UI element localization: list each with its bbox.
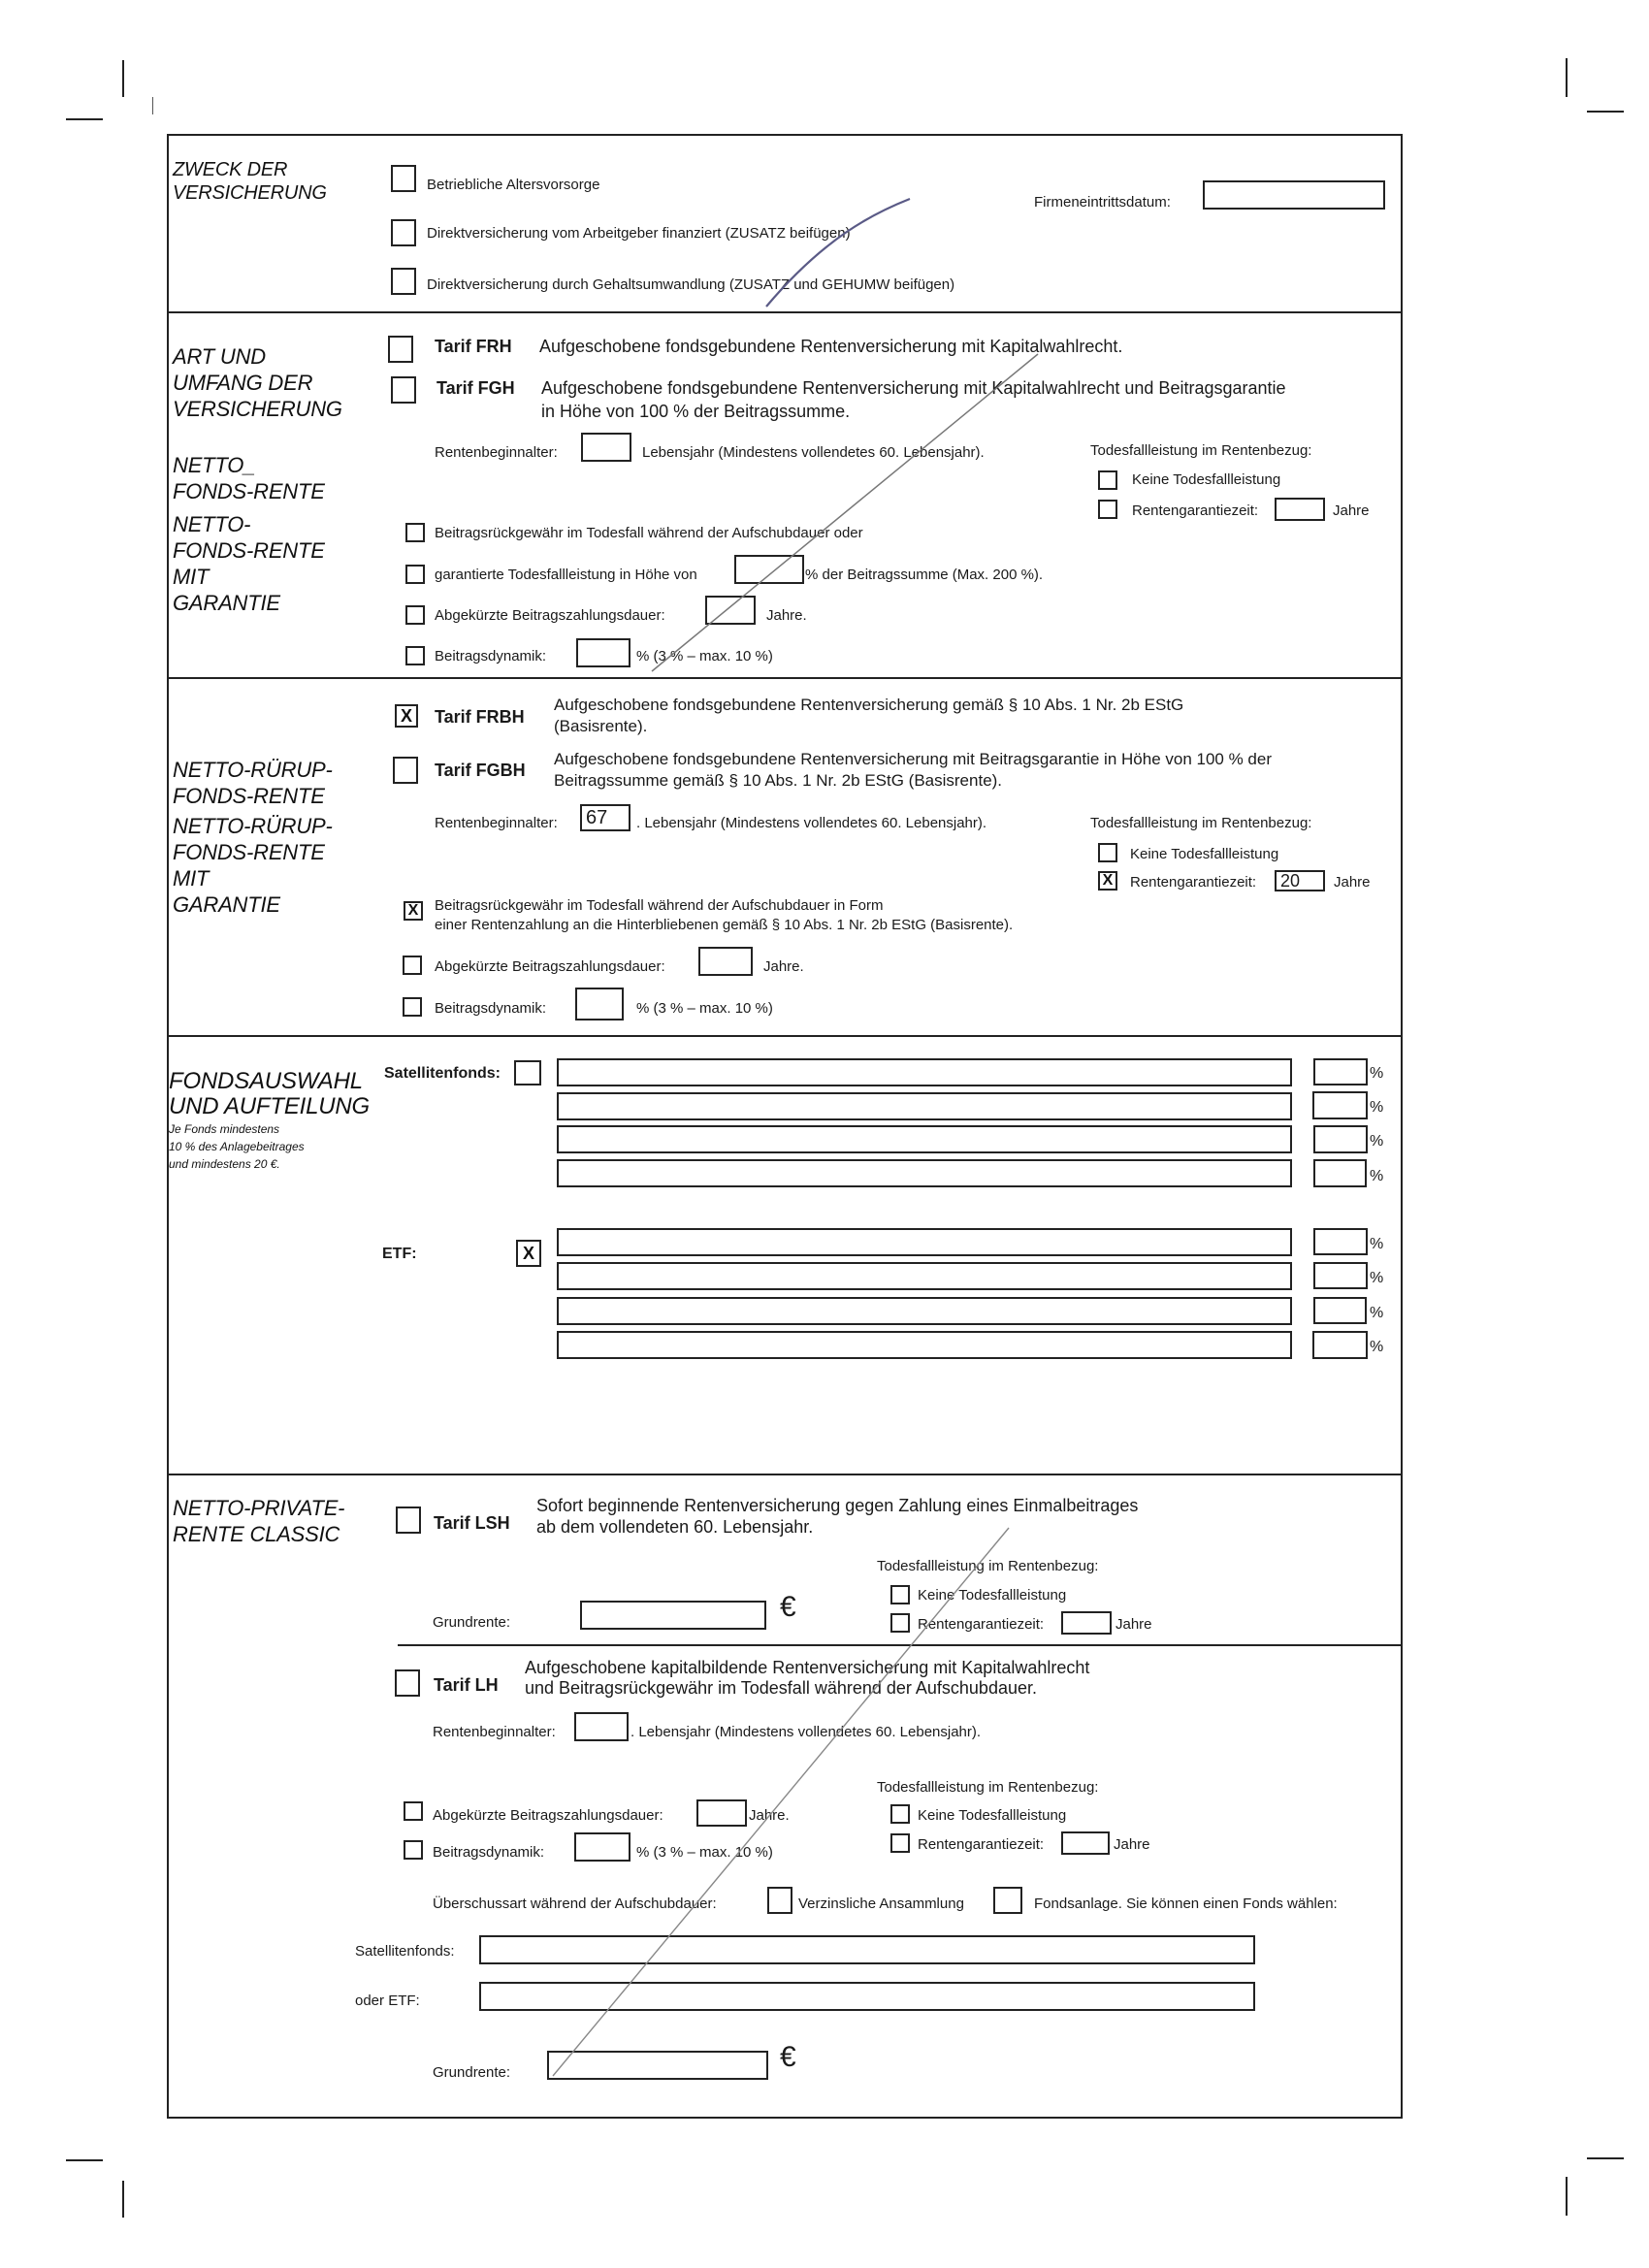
label-beitragsdynamik: Beitragsdynamik: bbox=[435, 648, 547, 664]
section-divider bbox=[167, 1035, 1403, 1037]
checkbox-ruerup-beitragsrueckgewaehr[interactable]: X bbox=[404, 901, 423, 921]
crop-mark bbox=[66, 2159, 103, 2161]
checkbox-lh-rentengarantiezeit[interactable] bbox=[890, 1833, 910, 1853]
checkbox-ruerup-rentengarantiezeit[interactable]: X bbox=[1098, 871, 1117, 891]
lh-beitragsdynamik-suffix: % (3 % – max. 10 %) bbox=[636, 1844, 773, 1861]
checkbox-ruerup-keine-todesfallleistung[interactable] bbox=[1098, 843, 1117, 862]
subtitle-netto-ruerup-fonds-rente-mit-garantie: NETTO-RÜRUP- FONDS-RENTE MIT GARANTIE bbox=[173, 814, 333, 917]
subtitle-netto-fonds-rente: NETTO_ FONDS-RENTE bbox=[173, 453, 325, 503]
label-lh-satellitenfonds: Satellitenfonds: bbox=[355, 1943, 455, 1960]
input-satellitenfonds-pct-1[interactable] bbox=[1313, 1058, 1368, 1085]
label-firmeneintrittsdatum: Firmeneintrittsdatum: bbox=[1034, 194, 1171, 211]
pct-symbol: % bbox=[1370, 1133, 1384, 1150]
ruerup-rentenbeginnalter-suffix: . Lebensjahr (Mindestens vollendetes 60. Lebensjahr). bbox=[636, 815, 987, 831]
label-ruerup-abgekuerzte-beitragszahlungsdauer: Abgekürzte Beitragszahlungsdauer: bbox=[435, 958, 665, 975]
crop-mark bbox=[1566, 58, 1568, 97]
tarif-fgh-description: Aufgeschobene fondsgebundene Rentenversicherung mit Kapitalwahlrecht und Beitragsgarantie in Höhe von 100 % der Beitragssumme. bbox=[541, 378, 1286, 421]
tarif-lsh-name: Tarif LSH bbox=[434, 1513, 510, 1533]
label-lh-keine-todesfallleistung: Keine Todesfallleistung bbox=[918, 1807, 1067, 1824]
subtitle-netto-fonds-rente-mit-garantie: NETTO- FONDS-RENTE MIT GARANTIE bbox=[173, 512, 325, 615]
checkbox-tarif-fgbh[interactable] bbox=[393, 757, 418, 784]
label-lsh-keine-todesfallleistung: Keine Todesfallleistung bbox=[918, 1587, 1067, 1604]
input-lh-rentengarantiezeit[interactable] bbox=[1061, 1831, 1110, 1855]
checkbox-tarif-lsh[interactable] bbox=[396, 1507, 421, 1534]
label-ruerup-beitragsdynamik: Beitragsdynamik: bbox=[435, 1000, 547, 1017]
input-satellitenfonds-name-4[interactable] bbox=[557, 1159, 1292, 1187]
label-garantierte-todesfallleistung: garantierte Todesfallleistung in Höhe von bbox=[435, 567, 697, 583]
tarif-frbh-description: Aufgeschobene fondsgebundene Rentenversicherung gemäß § 10 Abs. 1 Nr. 2b EStG (Basisrente). bbox=[554, 696, 1184, 735]
input-satellitenfonds-pct-3[interactable] bbox=[1313, 1125, 1368, 1153]
pct-symbol: % bbox=[1370, 1305, 1384, 1321]
checkbox-betriebliche-altersvorsorge[interactable] bbox=[391, 165, 416, 192]
input-lh-beitragsdynamik[interactable] bbox=[574, 1832, 630, 1862]
checkbox-beitragsdynamik[interactable] bbox=[405, 646, 425, 665]
input-etf-name-2[interactable] bbox=[557, 1262, 1292, 1290]
lsh-todesfall-heading: Todesfallleistung im Rentenbezug: bbox=[877, 1558, 1099, 1574]
input-lh-satellitenfonds[interactable] bbox=[479, 1935, 1255, 1964]
section-title-fondsauswahl: FONDSAUSWAHL UND AUFTEILUNG bbox=[169, 1068, 370, 1119]
input-etf-pct-1[interactable] bbox=[1313, 1228, 1368, 1255]
pct-symbol: % bbox=[1370, 1099, 1384, 1116]
checkbox-tarif-frbh[interactable]: X bbox=[395, 704, 418, 728]
checkbox-etf[interactable]: X bbox=[516, 1240, 541, 1267]
label-satellitenfonds: Satellitenfonds: bbox=[384, 1065, 501, 1082]
crop-mark bbox=[66, 118, 103, 120]
crop-mark bbox=[1587, 2157, 1624, 2159]
checkbox-tarif-fgh[interactable] bbox=[391, 376, 416, 404]
tarif-frh-name: Tarif FRH bbox=[435, 337, 512, 356]
lsh-rentengarantiezeit-suffix: Jahre bbox=[1116, 1616, 1152, 1633]
pct-symbol: % bbox=[1370, 1236, 1384, 1252]
crop-mark bbox=[122, 2181, 124, 2218]
checkbox-rentengarantiezeit[interactable] bbox=[1098, 500, 1117, 519]
input-lsh-rentengarantiezeit[interactable] bbox=[1061, 1611, 1112, 1635]
input-firmeneintrittsdatum[interactable] bbox=[1203, 180, 1385, 210]
euro-symbol: € bbox=[780, 2041, 796, 2073]
input-lh-etf[interactable] bbox=[479, 1982, 1255, 2011]
input-etf-pct-3[interactable] bbox=[1313, 1297, 1367, 1324]
input-etf-name-4[interactable] bbox=[557, 1331, 1292, 1359]
input-etf-name-1[interactable] bbox=[557, 1228, 1292, 1256]
abgekuerzte-beitragszahlungsdauer-suffix: Jahre. bbox=[766, 607, 807, 624]
input-etf-pct-4[interactable] bbox=[1312, 1331, 1368, 1359]
input-lh-rentenbeginnalter[interactable] bbox=[574, 1712, 629, 1741]
pct-symbol: % bbox=[1370, 1339, 1384, 1355]
checkbox-tarif-lh[interactable] bbox=[395, 1669, 420, 1697]
tarif-fgbh-name: Tarif FGBH bbox=[435, 761, 526, 780]
tarif-lh-description: Aufgeschobene kapitalbildende Rentenversicherung mit Kapitalwahlrecht und Beitragsrückgewähr im Todesfall während der Aufschubdauer. bbox=[525, 1658, 1090, 1698]
label-ruerup-keine-todesfallleistung: Keine Todesfallleistung bbox=[1130, 846, 1279, 862]
label-verzinsliche-ansammlung: Verzinsliche Ansammlung bbox=[798, 1895, 964, 1912]
pct-symbol: % bbox=[1370, 1168, 1384, 1184]
checkbox-lsh-rentengarantiezeit[interactable] bbox=[890, 1613, 910, 1633]
label-ueberschussart: Überschussart während der Aufschubdauer: bbox=[433, 1895, 717, 1912]
fondsauswahl-note: Je Fonds mindestens 10 % des Anlagebeitrages und mindestens 20 €. bbox=[169, 1122, 305, 1171]
section-title-art-und-umfang: ART UND UMFANG DER VERSICHERUNG bbox=[173, 344, 342, 421]
input-satellitenfonds-pct-2[interactable] bbox=[1312, 1091, 1368, 1119]
label-ruerup-beitragsrueckgewaehr: Beitragsrückgewähr im Todesfall während der Aufschubdauer in Form einer Rentenzahlung an die Hinterbliebenen gemäß § 10 Abs. 1 Nr. 2b EStG (Basisrente). bbox=[435, 897, 1014, 933]
label-lh-etf: oder ETF: bbox=[355, 1993, 420, 2009]
tarif-fgbh-description: Aufgeschobene fondsgebundene Rentenversicherung mit Beitragsgarantie in Höhe von 100 % der Beitragssumme gemäß § 10 Abs. 1 Nr. 2b EStG (Basisrente). bbox=[554, 750, 1272, 790]
label-keine-todesfallleistung: Keine Todesfallleistung bbox=[1132, 471, 1281, 488]
input-satellitenfonds-name-3[interactable] bbox=[557, 1125, 1292, 1153]
checkbox-ruerup-beitragsdynamik[interactable] bbox=[403, 997, 422, 1017]
checkbox-ruerup-abgekuerzte-beitragszahlungsdauer[interactable] bbox=[403, 956, 422, 975]
label-etf: ETF: bbox=[382, 1246, 417, 1262]
checkbox-abgekuerzte-beitragszahlungsdauer[interactable] bbox=[405, 605, 425, 625]
input-lh-abgekuerzte-beitragszahlungsdauer[interactable] bbox=[696, 1799, 747, 1827]
section-title-zweck: ZWECK DER VERSICHERUNG bbox=[173, 159, 327, 204]
input-etf-pct-2[interactable] bbox=[1313, 1262, 1368, 1289]
tarif-fgh-name: Tarif FGH bbox=[436, 378, 515, 398]
label-lh-rentenbeginnalter: Rentenbeginnalter: bbox=[433, 1724, 556, 1740]
input-ruerup-abgekuerzte-beitragszahlungsdauer[interactable] bbox=[698, 947, 753, 976]
label-abgekuerzte-beitragszahlungsdauer: Abgekürzte Beitragszahlungsdauer: bbox=[435, 607, 665, 624]
crop-mark bbox=[152, 97, 153, 114]
crop-mark bbox=[1587, 111, 1624, 113]
input-satellitenfonds-name-1[interactable] bbox=[557, 1058, 1292, 1086]
input-satellitenfonds-pct-4[interactable] bbox=[1313, 1159, 1367, 1187]
garantierte-todesfallleistung-suffix: % der Beitragssumme (Max. 200 %). bbox=[805, 567, 1044, 583]
checkbox-beitragsrueckgewaehr[interactable] bbox=[405, 523, 425, 542]
checkbox-keine-todesfallleistung[interactable] bbox=[1098, 470, 1117, 490]
input-ruerup-rentengarantiezeit[interactable]: 20 bbox=[1275, 870, 1325, 891]
input-abgekuerzte-beitragszahlungsdauer[interactable] bbox=[705, 596, 756, 625]
pct-symbol: % bbox=[1370, 1270, 1384, 1286]
label-betriebliche-altersvorsorge: Betriebliche Altersvorsorge bbox=[427, 177, 600, 193]
input-ruerup-beitragsdynamik[interactable] bbox=[575, 988, 624, 1021]
ruerup-beitragsdynamik-suffix: % (3 % – max. 10 %) bbox=[636, 1000, 773, 1017]
ruerup-abgekuerzte-suffix: Jahre. bbox=[763, 958, 804, 975]
input-etf-name-3[interactable] bbox=[557, 1297, 1292, 1325]
label-lh-abgekuerzte-beitragszahlungsdauer: Abgekürzte Beitragszahlungsdauer: bbox=[433, 1807, 663, 1824]
tarif-lsh-description: Sofort beginnende Rentenversicherung gegen Zahlung eines Einmalbeitrages ab dem vollendeten 60. Lebensjahr. bbox=[536, 1496, 1139, 1537]
checkbox-lsh-keine-todesfallleistung[interactable] bbox=[890, 1585, 910, 1604]
lh-todesfall-heading: Todesfallleistung im Rentenbezug: bbox=[877, 1779, 1099, 1796]
lh-abgekuerzte-suffix: Jahre. bbox=[749, 1807, 790, 1824]
ruerup-rentengarantiezeit-suffix: Jahre bbox=[1334, 874, 1371, 891]
label-fondsanlage: Fondsanlage. Sie können einen Fonds wählen: bbox=[1034, 1895, 1338, 1912]
checkbox-satellitenfonds[interactable] bbox=[514, 1060, 541, 1085]
tarif-lh-name: Tarif LH bbox=[434, 1675, 499, 1695]
label-lh-rentengarantiezeit: Rentengarantiezeit: bbox=[918, 1836, 1045, 1853]
checkbox-lh-beitragsdynamik[interactable] bbox=[404, 1840, 423, 1860]
tarif-frbh-name: Tarif FRBH bbox=[435, 707, 525, 727]
section-title-private-rente: NETTO-PRIVATE- RENTE CLASSIC bbox=[173, 1496, 345, 1546]
label-ruerup-rentenbeginnalter: Rentenbeginnalter: bbox=[435, 815, 558, 831]
input-lh-grundrente[interactable] bbox=[547, 2051, 768, 2080]
pct-symbol: % bbox=[1370, 1065, 1384, 1082]
euro-symbol: € bbox=[780, 1591, 796, 1623]
rentengarantiezeit-suffix: Jahre bbox=[1333, 502, 1370, 519]
input-garantierte-todesfallleistung[interactable] bbox=[734, 555, 804, 584]
rentenbeginnalter-suffix: Lebensjahr (Mindestens vollendetes 60. Lebensjahr). bbox=[642, 444, 985, 461]
checkbox-direktversicherung-arbeitgeber[interactable] bbox=[391, 219, 416, 246]
input-rentenbeginnalter[interactable] bbox=[581, 433, 631, 462]
subsection-divider bbox=[398, 1644, 1403, 1646]
section-divider bbox=[167, 1474, 1403, 1475]
ruerup-todesfall-heading: Todesfallleistung im Rentenbezug: bbox=[1090, 815, 1312, 831]
checkbox-verzinsliche-ansammlung[interactable] bbox=[767, 1887, 792, 1914]
label-lh-grundrente: Grundrente: bbox=[433, 2064, 511, 2081]
label-direktversicherung-arbeitgeber: Direktversicherung vom Arbeitgeber finanziert (ZUSATZ beifügen) bbox=[427, 225, 851, 242]
label-lh-beitragsdynamik: Beitragsdynamik: bbox=[433, 1844, 545, 1861]
input-beitragsdynamik[interactable] bbox=[576, 638, 630, 667]
lh-rentenbeginnalter-suffix: . Lebensjahr (Mindestens vollendetes 60. Lebensjahr). bbox=[630, 1724, 982, 1740]
label-direktversicherung-gehaltsumwandlung: Direktversicherung durch Gehaltsumwandlung (ZUSATZ und GEHUMW beifügen) bbox=[427, 276, 955, 293]
todesfall-heading: Todesfallleistung im Rentenbezug: bbox=[1090, 442, 1312, 459]
checkbox-fondsanlage[interactable] bbox=[993, 1887, 1022, 1914]
input-rentengarantiezeit[interactable] bbox=[1275, 498, 1325, 521]
label-lsh-grundrente: Grundrente: bbox=[433, 1614, 511, 1631]
subtitle-netto-ruerup-fonds-rente: NETTO-RÜRUP- FONDS-RENTE bbox=[173, 758, 333, 808]
checkbox-lh-abgekuerzte-beitragszahlungsdauer[interactable] bbox=[404, 1801, 423, 1821]
beitragsdynamik-suffix: % (3 % – max. 10 %) bbox=[636, 648, 773, 664]
checkbox-lh-keine-todesfallleistung[interactable] bbox=[890, 1804, 910, 1824]
crop-mark bbox=[122, 60, 124, 97]
input-ruerup-rentenbeginnalter[interactable]: 67 bbox=[580, 804, 630, 831]
label-lsh-rentengarantiezeit: Rentengarantiezeit: bbox=[918, 1616, 1045, 1633]
label-ruerup-rentengarantiezeit: Rentengarantiezeit: bbox=[1130, 874, 1257, 891]
checkbox-garantierte-todesfallleistung[interactable] bbox=[405, 565, 425, 584]
lh-rentengarantiezeit-suffix: Jahre bbox=[1114, 1836, 1150, 1853]
section-divider bbox=[167, 677, 1403, 679]
checkbox-direktversicherung-gehaltsumwandlung[interactable] bbox=[391, 268, 416, 295]
label-rentengarantiezeit: Rentengarantiezeit: bbox=[1132, 502, 1259, 519]
crop-mark bbox=[1566, 2177, 1568, 2216]
checkbox-tarif-frh[interactable] bbox=[388, 336, 413, 363]
section-divider bbox=[167, 311, 1403, 313]
input-lsh-grundrente[interactable] bbox=[580, 1601, 766, 1630]
input-satellitenfonds-name-2[interactable] bbox=[557, 1092, 1292, 1120]
label-beitragsrueckgewaehr: Beitragsrückgewähr im Todesfall während der Aufschubdauer oder bbox=[435, 525, 863, 541]
label-rentenbeginnalter: Rentenbeginnalter: bbox=[435, 444, 558, 461]
tarif-frh-description: Aufgeschobene fondsgebundene Rentenversicherung mit Kapitalwahlrecht. bbox=[539, 337, 1123, 356]
